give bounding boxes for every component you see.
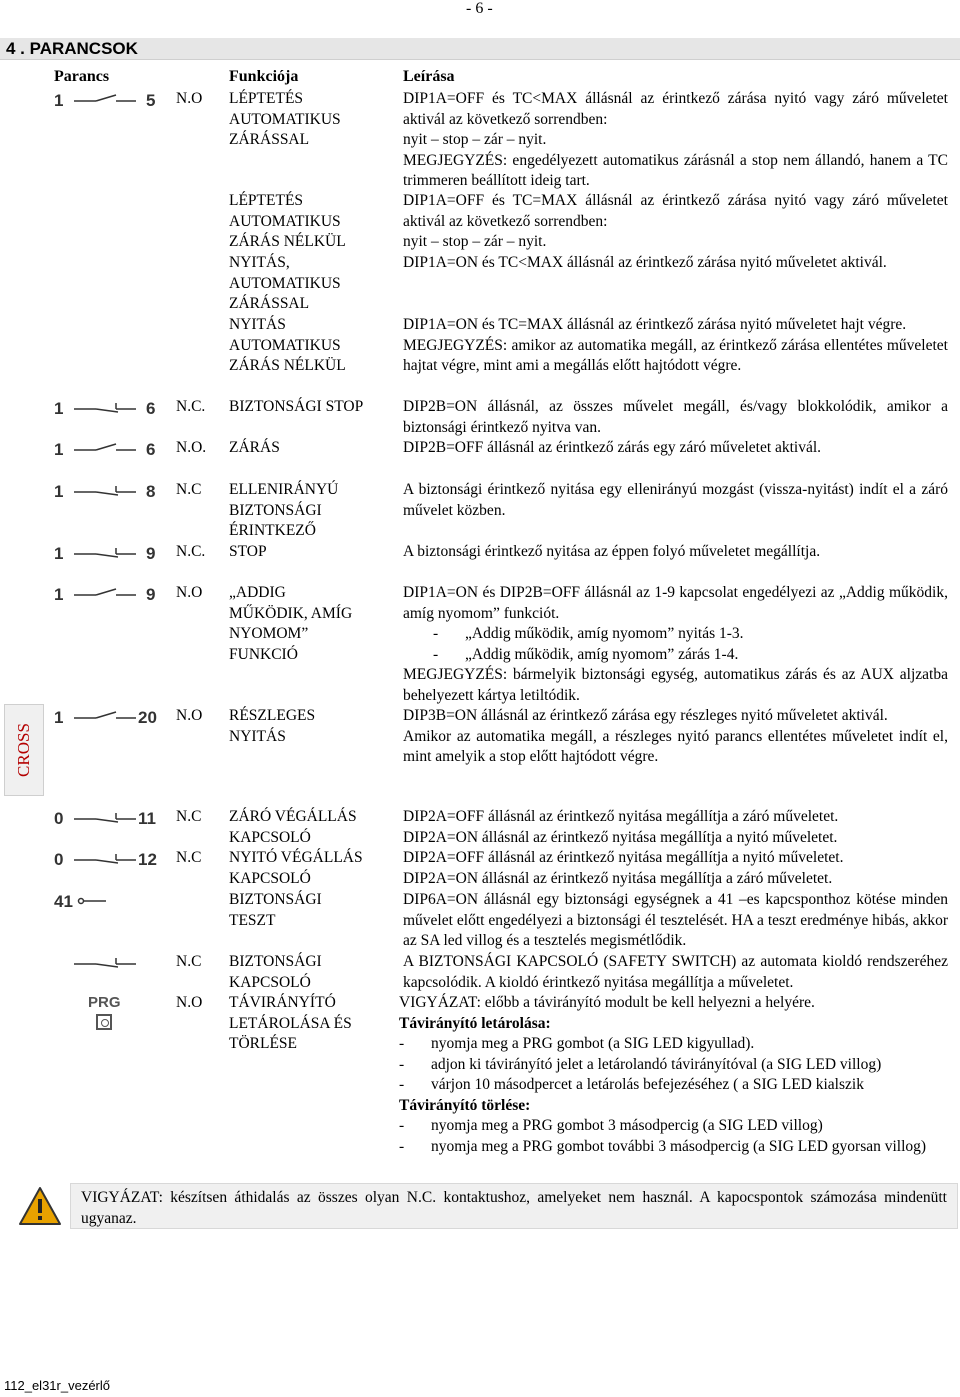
terminal-label: 8 <box>146 482 156 501</box>
description <box>403 890 948 952</box>
contact-type: N.O. <box>176 439 207 456</box>
list-item: - adjon ki távirányító jelet a letárolandó távirányítóval (a SIG LED villog) <box>399 1055 948 1076</box>
switch-blade <box>96 589 116 595</box>
description <box>403 315 948 377</box>
function-name <box>229 480 397 542</box>
terminal-label: 1 <box>54 440 64 459</box>
function-line: ZÁRÁS NÉLKÜL <box>229 357 346 374</box>
description-text: DIP1A=OFF és TC<MAX állásnál az érintkező zárása nyitó vagy záró műveletet aktivál az következő sorrendben: <box>403 90 948 128</box>
function-name <box>229 583 397 665</box>
function-line: AUTOMATIKUS <box>229 110 341 128</box>
description-note: MEGJEGYZÉS: amikor az automatika megáll, az érintkező zárása ellentétes műveletet hajtat végre, mint ami a megállás előtt hajtódott végre. <box>403 336 948 374</box>
description-text: DIP3B=ON állásnál az érintkező zárása egy részleges nyitó műveletet aktivál. <box>403 707 888 724</box>
description-text: DIP2A=ON állásnál az érintkező nyitása megállítja a záró műveletet. <box>403 869 833 887</box>
contact-symbol-nc <box>54 807 166 829</box>
function-line: ZÁRÁS NÉLKÜL <box>229 233 346 250</box>
description <box>403 480 948 521</box>
terminal-label: 6 <box>146 399 156 418</box>
list-item-text: nyomja meg a PRG gombot további 3 másodpercig (a SIG LED gyorsan villog) <box>431 1137 927 1155</box>
contact-symbol-nc <box>54 480 166 502</box>
function-name <box>229 542 397 563</box>
function-name <box>229 890 397 931</box>
function-line: TÖRLÉSE <box>229 1035 298 1052</box>
contact-type: N.C <box>176 808 202 825</box>
section-title: 4 . PARANCSOK <box>0 38 960 60</box>
function-line: NYITÁS <box>229 727 286 745</box>
list-item-text: várjon 10 másodpercet a letárolás befejezéséhez ( a SIG LED kialszik <box>431 1076 864 1093</box>
contact-symbol-nc <box>54 952 166 974</box>
function-line: „ADDIG <box>229 584 286 601</box>
list-item-text: nyomja meg a PRG gombot 3 másodpercig (a SIG LED villog) <box>431 1117 823 1134</box>
description-text: DIP2A=ON állásnál az érintkező nyitása megállítja a nyitó műveletet. <box>403 828 838 846</box>
function-line: ELLENIRÁNYÚ <box>229 481 339 498</box>
contact-type: N.C <box>176 481 202 498</box>
contact-type: N.O <box>176 90 203 107</box>
switch-blade <box>96 964 118 967</box>
delete-title: Távirányító törlése: <box>399 1096 531 1114</box>
description-text: DIP1A=ON és TC=MAX állásnál az érintkező zárása nyitó műveletet hajt végre. <box>403 316 907 333</box>
terminal-label: 1 <box>54 482 64 501</box>
function-line: NYOMOM” <box>229 625 309 642</box>
description-text: DIP6A=ON állásnál egy biztonsági egységnek a 41 –es kapcsponthoz kötése minden művelet előtt engedélyezi a biztonsági él tesztelését. HA a teszt eredménye hibás, akkor az SA led villog és a tesztelés megismétlődik. <box>403 891 948 949</box>
function-name <box>229 253 397 315</box>
function-line: AUTOMATIKUS <box>229 212 341 230</box>
switch-blade <box>96 860 118 863</box>
contact-type: N.O <box>176 584 203 601</box>
contact-type: N.O <box>176 707 203 724</box>
function-line: NYITÓ VÉGÁLLÁS <box>229 849 363 866</box>
terminal-label: 9 <box>146 544 156 563</box>
description-text: VIGYÁZAT: előbb a távirányító modult be kell helyezni a helyére. <box>399 994 815 1011</box>
contact-symbol-no <box>54 706 166 728</box>
description <box>403 438 948 459</box>
description <box>403 583 948 706</box>
contact-symbol-nc <box>54 542 166 564</box>
terminal-label: 0 <box>54 850 64 869</box>
function-line: LÉPTETÉS <box>229 192 304 209</box>
description <box>403 253 948 274</box>
list-item-text: adjon ki távirányító jelet a letárolandó távirányítóval (a SIG LED villog) <box>431 1055 882 1073</box>
list-item: - „Addig működik, amíg nyomom” zárás 1-4. <box>403 645 948 666</box>
function-name <box>229 191 397 253</box>
page-number: - 6 - <box>466 0 493 17</box>
description-text: Amikor az automatika megáll, a részleges nyitó parancs ellentétes műveletet indít el, mint amelyik a stop előtt hajtódott végre. <box>403 727 948 765</box>
switch-blade <box>96 492 118 495</box>
header-leiras: Leírása <box>403 68 455 85</box>
function-line: BIZTONSÁGI <box>229 953 322 970</box>
function-line: FUNKCIÓ <box>229 645 298 663</box>
contact-symbol-nc <box>54 848 166 870</box>
function-line: ÉRINTKEZŐ <box>229 522 316 539</box>
description-text: nyit – stop – zár – nyit. <box>403 233 547 250</box>
function-name <box>229 706 397 747</box>
contact-type: N.C <box>176 953 202 970</box>
header-funkcio: Funkciója <box>229 68 299 85</box>
function-line: BIZTONSÁGI <box>229 891 322 908</box>
function-line: NYITÁS, <box>229 254 290 271</box>
function-line: BIZTONSÁGI STOP <box>229 398 364 415</box>
contact-symbol-no <box>54 89 166 111</box>
warning-triangle-icon <box>18 1186 62 1231</box>
function-name <box>229 315 397 377</box>
prg-button-icon <box>96 1014 112 1030</box>
contact-symbol-nc <box>54 397 166 419</box>
terminal-label: 9 <box>146 585 156 604</box>
function-line: KAPCSOLÓ <box>229 973 311 991</box>
function-name <box>229 993 397 1055</box>
function-line: ZÁRÁSSAL <box>229 295 310 312</box>
description-note: MEGJEGYZÉS: bármelyik biztonsági egység, automatikus zárás és az AUX aljzatba behelyezett kártya letiltódik. <box>403 666 948 704</box>
function-line: AUTOMATIKUS <box>229 336 341 354</box>
contact-symbol-no <box>54 438 166 460</box>
description <box>399 993 948 1157</box>
description <box>403 848 948 889</box>
description-text: DIP1A=OFF és TC=MAX állásnál az érintkező zárása nyitó vagy záró műveletet aktivál az következő sorrendben: <box>403 192 948 230</box>
function-line: ZÁRÁS <box>229 439 280 456</box>
function-name <box>229 848 397 889</box>
function-line: RÉSZLEGES <box>229 707 316 724</box>
switch-blade <box>96 444 116 450</box>
contact-type: N.C <box>176 849 202 866</box>
list-item-text: nyomja meg a PRG gombot (a SIG LED kigyullad). <box>431 1035 755 1052</box>
function-line: KAPCSOLÓ <box>229 869 311 887</box>
function-line: KAPCSOLÓ <box>229 828 311 846</box>
terminal-label: 41 <box>54 892 73 911</box>
description <box>403 706 948 768</box>
list-item: - nyomja meg a PRG gombot további 3 másodpercig (a SIG LED gyorsan villog) <box>399 1137 948 1158</box>
list-item: - „Addig működik, amíg nyomom” nyitás 1-3. <box>403 624 948 645</box>
list-item: - nyomja meg a PRG gombot (a SIG LED kigyullad). <box>399 1034 948 1055</box>
function-line: TÁVIRÁNYÍTÓ <box>229 994 336 1011</box>
description <box>403 542 948 563</box>
contact-type: N.C. <box>176 543 206 560</box>
function-name <box>229 952 397 993</box>
list-item-text: „Addig működik, amíg nyomom” nyitás 1-3. <box>465 625 744 642</box>
description-note: MEGJEGYZÉS: engedélyezett automatikus zárásnál a stop nem állandó, hanem a TC trimmeren beállított ideig tart. <box>403 151 948 189</box>
list-item-text: „Addig működik, amíg nyomom” zárás 1-4. <box>465 645 739 663</box>
function-line: ZÁRÁSSAL <box>229 131 310 148</box>
function-line: STOP <box>229 543 267 560</box>
function-line: LÉPTETÉS <box>229 90 304 107</box>
contact-type: N.O <box>176 994 203 1011</box>
description-text: DIP2B=OFF állásnál az érintkező zárás egy záró műveletet aktivál. <box>403 439 822 456</box>
switch-blade <box>96 554 118 557</box>
terminal-label: 12 <box>138 850 157 869</box>
contact-symbol-test <box>54 890 166 912</box>
store-title: Távirányító letárolása: <box>399 1014 551 1032</box>
footer-text: 112_el31r_vezérlő <box>4 1378 110 1393</box>
function-line: TESZT <box>229 911 276 929</box>
description <box>403 191 948 253</box>
switch-blade <box>96 409 118 412</box>
function-name <box>229 807 397 848</box>
description-text: DIP2B=ON állásnál, az összes művelet megáll, és/vagy blokkolódik, amikor a biztonsági érintkező nyitva van. <box>403 398 948 436</box>
terminal-label: 11 <box>138 809 156 828</box>
function-line: ZÁRÓ VÉGÁLLÁS <box>229 808 357 825</box>
prg-label: PRG <box>88 994 121 1011</box>
function-line: BIZTONSÁGI <box>229 501 322 519</box>
function-line: LETÁROLÁSA ÉS <box>229 1014 352 1032</box>
description-text: DIP1A=ON és DIP2B=OFF állásnál az 1-9 kapcsolat engedélyezi az „Addig működik, amíg nyomom” funkciót. <box>403 584 948 622</box>
function-name <box>229 397 397 418</box>
description-text: DIP2A=OFF állásnál az érintkező nyitása megállítja a nyitó műveletet. <box>403 849 844 866</box>
description <box>403 952 948 993</box>
terminal-label: 1 <box>54 399 64 418</box>
terminal-label: 1 <box>54 708 64 727</box>
switch-blade <box>96 95 116 101</box>
description-text: A biztonsági érintkező nyitása az éppen folyó műveletet megállítja. <box>403 543 821 560</box>
description-text: A biztonsági érintkező nyitása egy ellenirányú mozgást (vissza-nyitást) indít el a záró művelet közben. <box>403 481 948 519</box>
side-label-text: CROSS <box>14 723 33 777</box>
description <box>403 807 948 848</box>
switch-blade <box>96 819 118 822</box>
contact-type: N.C. <box>176 398 206 415</box>
warning-note: VIGYÁZAT: készítsen áthidalás az összes olyan N.C. kontaktushoz, amelyeket nem használ. A kapocspontok számozása mindenütt ugyanaz. <box>70 1183 958 1229</box>
terminal-label: 1 <box>54 544 64 563</box>
terminal-label: 1 <box>54 585 64 604</box>
side-label <box>4 704 44 796</box>
switch-blade <box>96 712 116 718</box>
description-text: A BIZTONSÁGI KAPCSOLÓ (SAFETY SWITCH) az automata kioldó rendszeréhez kapcsolódik. A kioldó érintkező nyitása megállítja a műveletet. <box>403 953 948 991</box>
list-item: - nyomja meg a PRG gombot 3 másodpercig (a SIG LED villog) <box>399 1116 948 1137</box>
description-text: DIP1A=ON és TC<MAX állásnál az érintkező zárása nyitó műveletet aktivál. <box>403 254 887 271</box>
function-name <box>229 438 397 459</box>
function-line: NYITÁS <box>229 316 286 333</box>
terminal-dot <box>79 899 84 904</box>
description <box>403 397 948 438</box>
terminal-label: 5 <box>146 91 156 110</box>
contact-symbol-no <box>54 583 166 605</box>
list-item: - várjon 10 másodpercet a letárolás befejezéséhez ( a SIG LED kialszik <box>399 1075 948 1096</box>
description-text: DIP2A=OFF állásnál az érintkező nyitása megállítja a záró műveletet. <box>403 808 839 825</box>
description-text: nyit – stop – zár – nyit. <box>403 131 547 148</box>
description <box>403 89 948 192</box>
function-line: AUTOMATIKUS <box>229 274 341 292</box>
terminal-label: 20 <box>138 708 157 727</box>
terminal-label: 6 <box>146 440 156 459</box>
terminal-label: 0 <box>54 809 64 828</box>
function-line: MŰKÖDIK, AMÍG <box>229 604 353 622</box>
header-parancs: Parancs <box>54 68 110 85</box>
terminal-label: 1 <box>54 91 64 110</box>
function-name <box>229 89 397 151</box>
